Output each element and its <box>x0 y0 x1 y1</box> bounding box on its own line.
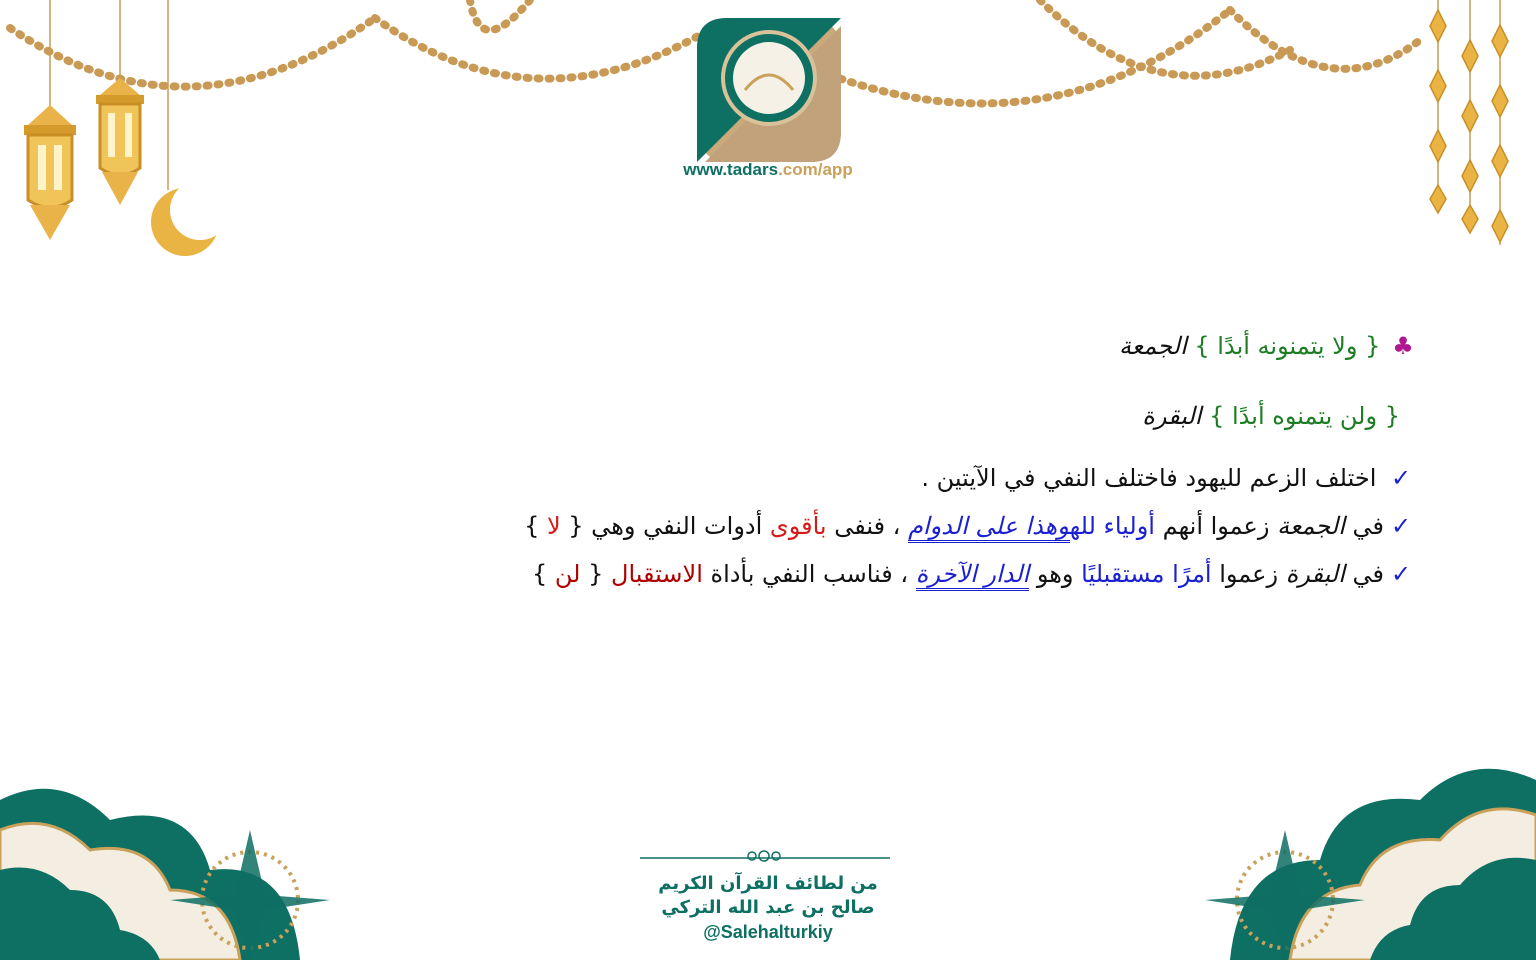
point-text: اختلف الزعم لليهود فاختلف النفي في الآيتين . <box>921 464 1377 492</box>
highlight-text: بأقوى <box>769 512 827 540</box>
underlined-text: الدار الآخرة <box>916 560 1029 591</box>
footer-title: من لطائف القرآن الكريم <box>658 873 878 894</box>
highlight-text: الاستقبال <box>611 560 703 588</box>
lantern-icon <box>24 105 76 240</box>
surah-name: البقرة <box>1142 402 1202 430</box>
check-icon: ✓ <box>1390 512 1412 540</box>
particle-text: لن <box>554 560 581 588</box>
text: ، فنفى <box>826 512 909 540</box>
check-icon: ✓ <box>1390 464 1412 492</box>
app-logo <box>697 18 841 162</box>
surah-name: البقرة <box>1285 560 1345 588</box>
footer-author: صالح بن عبد الله التركي <box>661 897 875 918</box>
check-icon: ✓ <box>1390 560 1412 588</box>
ayah-text: ولا يتمنونه أبدًا <box>1217 332 1358 360</box>
ayah-jumuah <box>318 322 1418 370</box>
text: وهو <box>1029 560 1082 588</box>
claim-text: أولياء لله <box>1069 512 1155 540</box>
crescent-moon-icon <box>151 180 230 256</box>
text: زعموا أنهم <box>1154 512 1278 540</box>
footer-handle[interactable]: @Salehalturkiy <box>703 922 833 942</box>
surah-name: الجمعة <box>1118 332 1187 360</box>
main-content <box>318 322 1418 598</box>
ayah-baqarah <box>318 392 1400 440</box>
brace-close: } <box>1194 332 1210 360</box>
brace-open: { <box>1384 402 1400 430</box>
text: زعموا <box>1211 560 1286 588</box>
footer <box>618 872 918 944</box>
mandala-right <box>1205 769 1536 960</box>
text: { <box>580 560 612 588</box>
ayah-text: ولن يتمنوه أبدًا <box>1232 402 1378 430</box>
surah-name: الجمعة <box>1277 512 1345 540</box>
brace-close: } <box>1209 402 1225 430</box>
mandala-left <box>0 789 330 960</box>
text: } <box>524 512 547 540</box>
list-item <box>318 502 1418 550</box>
underlined-text: وهذا على الدوام <box>908 512 1070 543</box>
particle-text: لا <box>546 512 561 540</box>
list-item <box>318 550 1418 598</box>
hanging-diamonds <box>1430 0 1508 245</box>
footer-ornament <box>640 851 890 861</box>
text: أدوات النفي وهي { <box>560 512 770 540</box>
text: في <box>1344 512 1384 540</box>
url-prefix: www.tadars <box>683 160 779 179</box>
list-item <box>318 454 1418 502</box>
lantern-icon <box>96 78 144 205</box>
text: ، فناسب النفي بأداة <box>702 560 916 588</box>
brace-open: { <box>1365 332 1381 360</box>
club-icon: ♣ <box>1392 332 1414 360</box>
app-url[interactable] <box>618 160 918 180</box>
explanation-list <box>318 454 1418 598</box>
text: في <box>1344 560 1384 588</box>
url-suffix: .com/app <box>778 160 853 179</box>
text: } <box>531 560 555 588</box>
claim-text: أمرًا مستقبليًا <box>1081 560 1212 588</box>
